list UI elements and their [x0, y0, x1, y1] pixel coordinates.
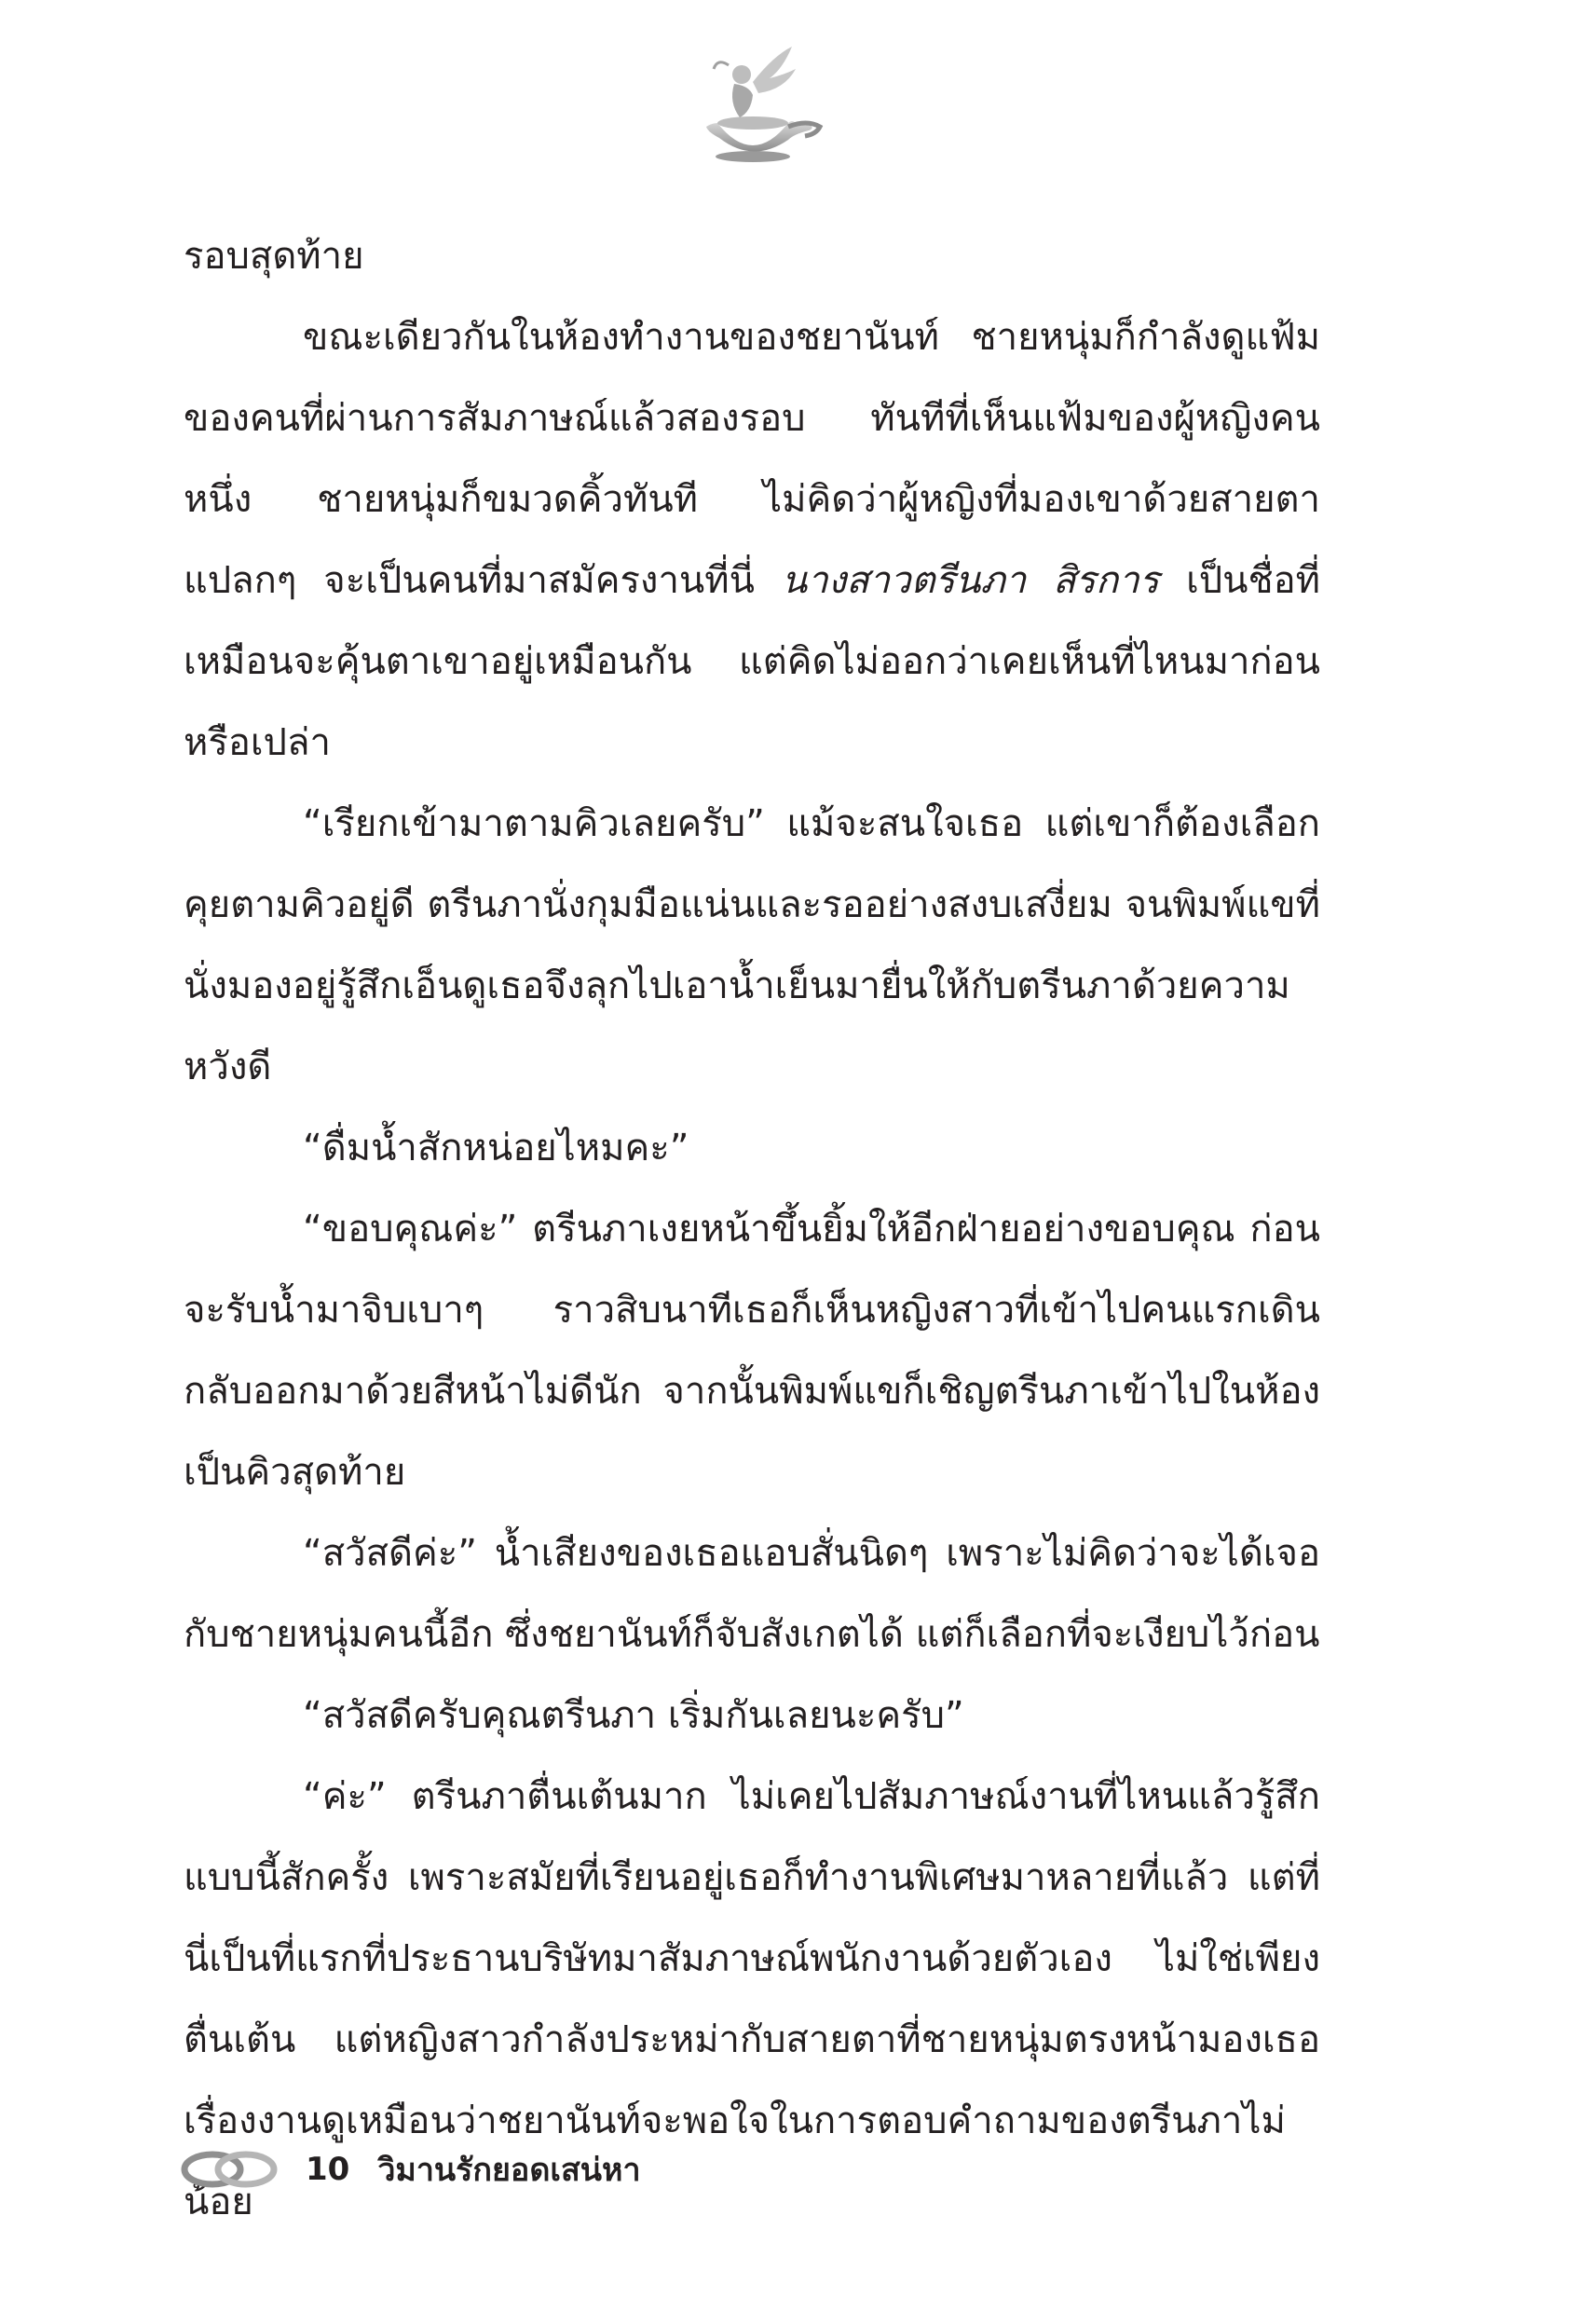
paragraph: “เรียกเข้ามาตามคิวเลยครับ” แม้จะสนใจเธอ แต่เขาก็ต้องเลือกคุยตามคิวอยู่ดี ตรีนภานั่งกุมมือแน่นและรออย่างสงบเสงี่ยม จนพิมพ์แขที่นั่งมองอยู่รู้สึกเอ็นดูเธอจึงลุกไปเอาน้ำเย็นมายื่นให้กับตรีนภาด้วยความหวังดี [184, 802, 1320, 1088]
paragraph: “สวัสดีค่ะ” น้ำเสียงของเธอแอบสั่นนิดๆ เพราะไม่คิดว่าจะได้เจอกับชายหนุ่มคนนี้อีก ซึ่งชยานันท์ก็จับสังเกตได้ แต่ก็เลือกที่จะเงียบไว้ก่อน [184, 1532, 1320, 1656]
double-ring-icon [179, 2149, 281, 2190]
paragraph: “สวัสดีครับคุณตรีนภา เริ่มกันเลยนะครับ” [303, 1694, 964, 1737]
applicant-name: นางสาวตรีนภา สิรการ [781, 559, 1160, 602]
page-footer [179, 2141, 641, 2197]
paragraph: “ขอบคุณค่ะ” ตรีนภาเงยหน้าขึ้นยิ้มให้อีกฝ่ายอย่างขอบคุณ ก่อนจะรับน้ำมาจิบเบาๆ ราวสิบนาทีเธอก็เห็นหญิงสาวที่เข้าไปคนแรกเดินกลับออกมาด้วยสีหน้าไม่ดีนัก จากนั้นพิมพ์แขก็เชิญตรีนภาเข้าไปในห้องเป็นคิวสุดท้าย [184, 1208, 1320, 1494]
page-number: 10 [306, 2151, 350, 2188]
book-title: วิมานรักยอดเสน่หา [377, 2152, 641, 2189]
paragraph: “ค่ะ” ตรีนภาตื่นเต้นมาก ไม่เคยไปสัมภาษณ์งานที่ไหนแล้วรู้สึกแบบนี้สักครั้ง เพราะสมัยที่เรียนอยู่เธอก็ทำงานพิเศษมาหลายที่แล้ว แต่ที่นี่เป็นที่แรกที่ประธานบริษัทมาสัมภาษณ์พนักงานด้วยตัวเอง ไม่ใช่เพียงตื่นเต้น แต่หญิงสาวกำลังประหม่ากับสายตาที่ชายหนุ่มตรงหน้ามองเธอ เรื่องงานดูเหมือนว่าชยานันท์จะพอใจในการตอบคำถามของตรีนภาไม่น้อย [184, 1775, 1320, 2223]
body-text [184, 216, 1320, 2243]
paragraph: รอบสุดท้าย [184, 235, 364, 278]
cupid-lamp-icon [680, 37, 829, 168]
paragraph: ขณะเดียวกันในห้องทำงานของชยานันท์ ชายหนุ่มก็กำลังดูแฟ้มของคนที่ผ่านการสัมภาษณ์แล้วสองรอบ ทันทีที่เห็นแฟ้มของผู้หญิงคนหนึ่ง ชายหนุ่มก็ขมวดคิ้วทันที ไม่คิดว่าผู้หญิงที่มองเขาด้วยสายตาแปลกๆ จะเป็นคนที่มาสมัครงานที่นี่ นางสาวตรีนภา สิรการ เป็นชื่อที่เหมือนจะคุ้นตาเขาอยู่เหมือนกัน แต่คิดไม่ออกว่าเคยเห็นที่ไหนมาก่อนหรือเปล่า [184, 316, 1321, 764]
paragraph: “ดื่มน้ำสักหน่อยไหมคะ” [303, 1127, 689, 1169]
